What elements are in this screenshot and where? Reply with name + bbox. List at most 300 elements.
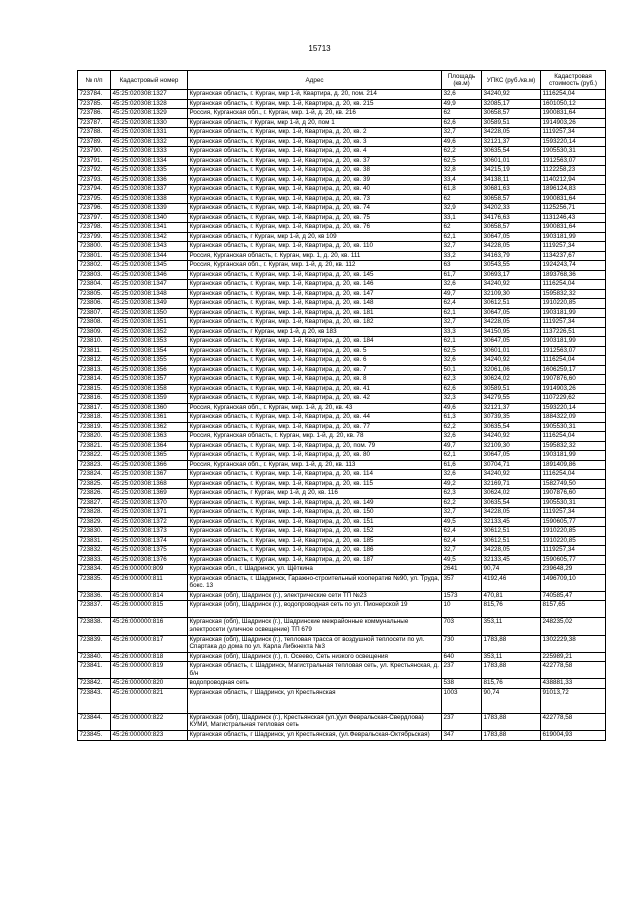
cadastral-value-cell: 1119257,34 <box>541 242 606 252</box>
address-cell: Курганская область, г. Курган, мкр. 1-й, Квартира, д. 20, кв. 149 <box>188 498 442 508</box>
address-cell: Курганская область, г. Курган, мкр. 1-й, Квартира, д. 20, кв. 187 <box>188 555 442 565</box>
upks-cell: 470,81 <box>482 591 541 601</box>
cadastral-number-cell: 45:25:020308:1336 <box>111 175 188 185</box>
row-index-cell: 723824. <box>78 470 111 480</box>
row-index-cell: 723804. <box>78 280 111 290</box>
cadastral-value-cell: 1595832,32 <box>541 441 606 451</box>
column-header-upks: УПКС (руб./кв.м) <box>482 71 541 90</box>
address-cell: Курганская область, г. Курган, мкр. 1-й, Квартира, д. 20, кв. 145 <box>188 270 442 280</box>
cadastral-number-cell: 45:25:020308:1373 <box>111 527 188 537</box>
cadastral-value-cell: 1593220,14 <box>541 137 606 147</box>
table-row <box>78 365 606 375</box>
area-cell: 32,6 <box>442 356 482 366</box>
address-cell: Курганская область, г. Курган, мкр. 1-й, Квартира, д. 20, кв. 215 <box>188 99 442 109</box>
cadastral-number-cell: 45:25:020308:1360 <box>111 403 188 413</box>
address-cell: Курганская область, г. Курган, мкр. 1-й, Квартира, д. 20, кв. 44 <box>188 413 442 423</box>
address-cell: Курганская область, г. Курган, мкр. 1-й, Квартира, д. 20, кв. 185 <box>188 536 442 546</box>
cadastral-value-cell: 1122258,23 <box>541 166 606 176</box>
row-index-cell: 723803. <box>78 270 111 280</box>
area-cell: 61,6 <box>442 460 482 470</box>
table-row <box>78 565 606 575</box>
address-cell: Курганская область, г. Курган, мкр. 1-й, Квартира, д. 20, кв. 76 <box>188 223 442 233</box>
upks-cell: 30635,54 <box>482 147 541 157</box>
upks-cell: 34240,92 <box>482 356 541 366</box>
cadastral-value-cell: 1116254,04 <box>541 432 606 442</box>
area-cell: 62,2 <box>442 422 482 432</box>
address-cell: Курганская область, г Шадринск, ул Крестьянская <box>188 688 442 713</box>
address-cell: Курганская область, г Курган, мкр 1-й, д 20, пом 1 <box>188 118 442 128</box>
cadastral-number-cell: 45:25:020308:1357 <box>111 375 188 385</box>
upks-cell: 34228,05 <box>482 508 541 518</box>
upks-cell: 34163,79 <box>482 251 541 261</box>
address-cell: Курганская область, г. Курган, мкр. 1-й, Квартира, д. 20, кв. 5 <box>188 346 442 356</box>
address-cell: Курганская область, г Курган, мкр 1-й, д 20, кв 109 <box>188 232 442 242</box>
row-index-cell: 723787. <box>78 118 111 128</box>
address-cell: Курганская (обл), Шадринск (г.), водопроводная сеть по ул. Пионерской 19 <box>188 601 442 618</box>
upks-cell: 30658,57 <box>482 109 541 119</box>
page-number: 15713 <box>308 44 331 53</box>
table-row <box>78 422 606 432</box>
upks-cell: 32109,30 <box>482 441 541 451</box>
cadastral-number-cell: 45:25:020308:1341 <box>111 223 188 233</box>
row-index-cell: 723800. <box>78 242 111 252</box>
upks-cell: 30635,54 <box>482 498 541 508</box>
row-index-cell: 723842. <box>78 679 111 689</box>
area-cell: 237 <box>442 662 482 679</box>
address-cell: Курганская область, г. Курган, мкр. 1-й, Квартира, д. 20, кв. 39 <box>188 175 442 185</box>
row-index-cell: 723792. <box>78 166 111 176</box>
cadastral-value-cell: 1907876,60 <box>541 375 606 385</box>
cadastral-value-cell: 422778,58 <box>541 662 606 679</box>
area-cell: 1573 <box>442 591 482 601</box>
upks-cell: 32121,37 <box>482 137 541 147</box>
area-cell: 62,5 <box>442 346 482 356</box>
area-cell: 62,6 <box>442 384 482 394</box>
area-cell: 32,7 <box>442 242 482 252</box>
cadastral-value-cell: 91013,72 <box>541 688 606 713</box>
area-cell: 49,5 <box>442 517 482 527</box>
upks-cell: 815,76 <box>482 679 541 689</box>
row-index-cell: 723786. <box>78 109 111 119</box>
cadastral-value-cell: 1125256,71 <box>541 204 606 214</box>
area-cell: 62,3 <box>442 489 482 499</box>
cadastral-number-cell: 45:25:020308:1352 <box>111 327 188 337</box>
cadastral-number-cell: 45:25:020308:1366 <box>111 460 188 470</box>
area-cell: 62,2 <box>442 147 482 157</box>
cadastral-value-cell: 1900831,64 <box>541 194 606 204</box>
row-index-cell: 723784. <box>78 90 111 100</box>
area-cell: 61,3 <box>442 413 482 423</box>
upks-cell: 32121,37 <box>482 403 541 413</box>
area-cell: 49,6 <box>442 403 482 413</box>
table-row <box>78 166 606 176</box>
table-row <box>78 479 606 489</box>
cadastral-number-cell: 45:25:020308:1361 <box>111 413 188 423</box>
cadastral-number-cell: 45:25:020308:1358 <box>111 384 188 394</box>
area-cell: 61,8 <box>442 185 482 195</box>
table-row <box>78 574 606 591</box>
table-row <box>78 555 606 565</box>
cadastral-value-cell: 8157,65 <box>541 601 606 618</box>
cadastral-value-cell: 1910220,85 <box>541 536 606 546</box>
upks-cell: 30601,01 <box>482 156 541 166</box>
cadastral-number-cell: 45:25:020308:1335 <box>111 166 188 176</box>
cadastral-value-cell: 1896124,83 <box>541 185 606 195</box>
cadastral-value-cell: 1891409,86 <box>541 460 606 470</box>
row-index-cell: 723791. <box>78 156 111 166</box>
cadastral-number-cell: 45:25:020308:1365 <box>111 451 188 461</box>
table-row <box>78 441 606 451</box>
table-row <box>78 601 606 618</box>
cadastral-value-cell: 1116254,04 <box>541 90 606 100</box>
cadastral-number-cell: 45:25:020308:1338 <box>111 194 188 204</box>
table-row <box>78 652 606 662</box>
upks-cell: 34138,11 <box>482 175 541 185</box>
area-cell: 347 <box>442 731 482 741</box>
table-row <box>78 213 606 223</box>
table-row <box>78 394 606 404</box>
upks-cell: 34279,55 <box>482 394 541 404</box>
row-index-cell: 723820. <box>78 432 111 442</box>
table-row <box>78 591 606 601</box>
table-row <box>78 470 606 480</box>
row-index-cell: 723828. <box>78 508 111 518</box>
upks-cell: 30647,05 <box>482 308 541 318</box>
table-row <box>78 299 606 309</box>
table-row <box>78 413 606 423</box>
address-cell: Курганская область, г. Курган, мкр. 1-й, Квартира, д. 20, кв. 77 <box>188 422 442 432</box>
cadastral-value-cell: 1116254,04 <box>541 470 606 480</box>
address-cell: Курганская область, г. Курган, мкр 1-й, Квартира, д. 20, пом. 214 <box>188 90 442 100</box>
upks-cell: 34240,92 <box>482 470 541 480</box>
address-cell: Курганская область, г. Курган, мкр. 1-й, Квартира, д. 20, кв. 186 <box>188 546 442 556</box>
area-cell: 640 <box>442 652 482 662</box>
address-cell: Россия, Курганская обл., г. Курган, мкр. 1-й, д. 20, кв. 43 <box>188 403 442 413</box>
cadastral-number-cell: 45:25:020308:1363 <box>111 432 188 442</box>
upks-cell: 32133,45 <box>482 517 541 527</box>
address-cell: Курганская область, г. Курган, мкр. 1-й, Квартира, д. 20, пом. 79 <box>188 441 442 451</box>
address-cell: Курганская область, г Шадринск, ул Крестьянская, (ул.Февральская-Октябрьская) <box>188 731 442 741</box>
cadastral-number-cell: 45:25:020308:1372 <box>111 517 188 527</box>
area-cell: 32,6 <box>442 280 482 290</box>
cadastral-value-cell: 1903181,99 <box>541 337 606 347</box>
cadastral-value-cell: 1116254,04 <box>541 280 606 290</box>
upks-cell: 30704,71 <box>482 460 541 470</box>
address-cell: Курганская область, г. Курган, мкр. 1-й, Квартира, д. 20, кв. 182 <box>188 318 442 328</box>
column-header-index: № п/п <box>78 71 111 90</box>
table-row <box>78 635 606 652</box>
upks-cell: 34215,19 <box>482 166 541 176</box>
row-index-cell: 723826. <box>78 489 111 499</box>
address-cell: Курганская область, г. Курган, мкр. 1-й, Квартира, д. 20, кв. 110 <box>188 242 442 252</box>
address-cell: Курганская (обл), Шадринск (г.), п. Осеево, Сеть низкого освещения <box>188 652 442 662</box>
address-cell: водопроводная сеть <box>188 679 442 689</box>
row-index-cell: 723817. <box>78 403 111 413</box>
area-cell: 62,5 <box>442 156 482 166</box>
cadastral-value-cell: 1593220,14 <box>541 403 606 413</box>
address-cell: Курганская (обл), Шадринск (г.), Шадринские межрайонные коммунальные электросети (уличное освещение) ТП 679 <box>188 618 442 635</box>
row-index-cell: 723797. <box>78 213 111 223</box>
row-index-cell: 723836. <box>78 591 111 601</box>
cadastral-value-cell: 1903181,99 <box>541 308 606 318</box>
cadastral-value-cell: 1905530,31 <box>541 422 606 432</box>
cadastral-number-cell: 45:26:000000:814 <box>111 591 188 601</box>
table-row <box>78 99 606 109</box>
row-index-cell: 723844. <box>78 713 111 730</box>
area-cell: 62,4 <box>442 536 482 546</box>
table-row <box>78 375 606 385</box>
cadastral-value-cell: 740585,47 <box>541 591 606 601</box>
cadastral-number-cell: 45:25:020308:1343 <box>111 242 188 252</box>
cadastral-value-cell: 1912563,07 <box>541 156 606 166</box>
upks-cell: 32109,30 <box>482 289 541 299</box>
cadastral-number-cell: 45:26:000000:815 <box>111 601 188 618</box>
table-row <box>78 251 606 261</box>
row-index-cell: 723807. <box>78 308 111 318</box>
table-row <box>78 194 606 204</box>
table-row <box>78 618 606 635</box>
cadastral-number-cell: 45:25:020308:1367 <box>111 470 188 480</box>
table-row <box>78 517 606 527</box>
cadastral-value-cell: 1107229,62 <box>541 394 606 404</box>
area-cell: 33,1 <box>442 213 482 223</box>
area-cell: 357 <box>442 574 482 591</box>
table-row <box>78 232 606 242</box>
cadastral-number-cell: 45:26:000000:823 <box>111 731 188 741</box>
area-cell: 49,7 <box>442 441 482 451</box>
upks-cell: 32169,71 <box>482 479 541 489</box>
table-row <box>78 185 606 195</box>
area-cell: 2641 <box>442 565 482 575</box>
cadastral-number-cell: 45:25:020308:1351 <box>111 318 188 328</box>
row-index-cell: 723834. <box>78 565 111 575</box>
row-index-cell: 723795. <box>78 194 111 204</box>
address-cell: Курганская область, г. Курган, мкр. 1-й, Квартира, д. 20, кв. 38 <box>188 166 442 176</box>
cadastral-value-cell: 1900831,64 <box>541 223 606 233</box>
table-row <box>78 679 606 689</box>
column-header-address: Адрес <box>188 71 442 90</box>
cadastral-value-cell: 1924243,74 <box>541 261 606 271</box>
row-index-cell: 723831. <box>78 536 111 546</box>
cadastral-value-cell: 1910220,85 <box>541 527 606 537</box>
row-index-cell: 723821. <box>78 441 111 451</box>
row-index-cell: 723806. <box>78 299 111 309</box>
address-cell: Курганская область, г. Курган, мкр. 1-й, Квартира, д. 20, кв. 148 <box>188 299 442 309</box>
upks-cell: 30647,05 <box>482 451 541 461</box>
address-cell: Курганская область, г. Курган, мкр. 1-й, Квартира, д. 20, кв. 4 <box>188 147 442 157</box>
row-index-cell: 723818. <box>78 413 111 423</box>
row-index-cell: 723835. <box>78 574 111 591</box>
table-row <box>78 489 606 499</box>
row-index-cell: 723838. <box>78 618 111 635</box>
table-row <box>78 688 606 713</box>
cadastral-value-cell: 1119257,34 <box>541 128 606 138</box>
cadastral-number-cell: 45:25:020308:1375 <box>111 546 188 556</box>
upks-cell: 30647,05 <box>482 232 541 242</box>
area-cell: 62 <box>442 223 482 233</box>
cadastral-number-cell: 45:25:020308:1350 <box>111 308 188 318</box>
cadastral-value-cell: 1903181,99 <box>541 451 606 461</box>
area-cell: 32,7 <box>442 128 482 138</box>
cadastral-value-cell: 1582749,50 <box>541 479 606 489</box>
upks-cell: 30612,51 <box>482 299 541 309</box>
area-cell: 32,6 <box>442 90 482 100</box>
row-index-cell: 723829. <box>78 517 111 527</box>
row-index-cell: 723837. <box>78 601 111 618</box>
row-index-cell: 723816. <box>78 394 111 404</box>
area-cell: 49,2 <box>442 479 482 489</box>
address-cell: Курганская область, г. Шадринск, Гаражно-строительный кооператив №90, ул. Труда, бокс. 13 <box>188 574 442 591</box>
upks-cell: 34228,05 <box>482 318 541 328</box>
row-index-cell: 723805. <box>78 289 111 299</box>
upks-cell: 30681,63 <box>482 185 541 195</box>
cadastral-number-cell: 45:26:000000:809 <box>111 565 188 575</box>
cadastral-number-cell: 45:25:020308:1371 <box>111 508 188 518</box>
area-cell: 49,5 <box>442 555 482 565</box>
table-row <box>78 527 606 537</box>
cadastral-value-cell: 1116254,04 <box>541 356 606 366</box>
upks-cell: 34202,33 <box>482 204 541 214</box>
row-index-cell: 723812. <box>78 356 111 366</box>
table-row <box>78 118 606 128</box>
cadastral-value-cell: 1910220,85 <box>541 299 606 309</box>
area-cell: 32,6 <box>442 470 482 480</box>
area-cell: 10 <box>442 601 482 618</box>
upks-cell: 1783,88 <box>482 662 541 679</box>
cadastral-number-cell: 45:25:020308:1334 <box>111 156 188 166</box>
table-row <box>78 137 606 147</box>
cadastral-number-cell: 45:25:020308:1348 <box>111 289 188 299</box>
cadastral-number-cell: 45:25:020308:1362 <box>111 422 188 432</box>
cadastral-number-cell: 45:26:000000:811 <box>111 574 188 591</box>
address-cell: Курганская область, г. Шадринск, Магистральная тепловая сеть, ул. Крестьянская, д. б/н <box>188 662 442 679</box>
upks-cell: 32061,06 <box>482 365 541 375</box>
cadastral-value-cell: 1914903,26 <box>541 118 606 128</box>
upks-cell: 34176,63 <box>482 213 541 223</box>
area-cell: 50,1 <box>442 365 482 375</box>
table-body <box>78 90 606 741</box>
table-row <box>78 318 606 328</box>
row-index-cell: 723841. <box>78 662 111 679</box>
row-index-cell: 723801. <box>78 251 111 261</box>
row-index-cell: 723788. <box>78 128 111 138</box>
cadastral-value-cell: 1140212,94 <box>541 175 606 185</box>
area-cell: 61,7 <box>442 270 482 280</box>
area-cell: 33,2 <box>442 251 482 261</box>
column-header-area: Площадь (кв.м) <box>442 71 482 90</box>
address-cell: Россия, Курганская область, г. Курган, мкр. 1, д. 20, кв. 111 <box>188 251 442 261</box>
cadastral-value-cell: 1905530,31 <box>541 147 606 157</box>
area-cell: 62 <box>442 194 482 204</box>
cadastral-value-cell: 1131246,43 <box>541 213 606 223</box>
area-cell: 62,1 <box>442 308 482 318</box>
cadastral-value-cell: 1914903,26 <box>541 384 606 394</box>
column-header-cadastral-number: Кадастровый номер <box>111 71 188 90</box>
upks-cell: 30658,57 <box>482 223 541 233</box>
cadastral-value-cell: 1590605,77 <box>541 555 606 565</box>
cadastral-number-cell: 45:25:020308:1347 <box>111 280 188 290</box>
table-row <box>78 536 606 546</box>
address-cell: Курганская область, г. Курган, мкр. 1-й, Квартира, д. 20, кв. 150 <box>188 508 442 518</box>
table-row <box>78 223 606 233</box>
cadastral-value-cell: 1119257,34 <box>541 318 606 328</box>
address-cell: Курганская область, г. Курган, мкр. 1-й, Квартира, д. 20, кв. 146 <box>188 280 442 290</box>
cadastral-value-cell: 1903181,99 <box>541 232 606 242</box>
cadastral-number-cell: 45:25:020308:1376 <box>111 555 188 565</box>
cadastral-number-cell: 45:25:020308:1340 <box>111 213 188 223</box>
table-row <box>78 384 606 394</box>
cadastral-value-cell: 1496709,10 <box>541 574 606 591</box>
row-index-cell: 723796. <box>78 204 111 214</box>
upks-cell: 30624,02 <box>482 375 541 385</box>
row-index-cell: 723799. <box>78 232 111 242</box>
cadastral-value-cell: 1134237,67 <box>541 251 606 261</box>
cadastral-number-cell: 45:25:020308:1356 <box>111 365 188 375</box>
cadastral-value-cell: 422778,58 <box>541 713 606 730</box>
table-row <box>78 175 606 185</box>
upks-cell: 30647,05 <box>482 337 541 347</box>
address-cell: Курганская область, г. Курган, мкр. 1-й, Квартира, д. 20, кв. 40 <box>188 185 442 195</box>
upks-cell: 34228,05 <box>482 242 541 252</box>
row-index-cell: 723790. <box>78 147 111 157</box>
column-header-cadastral-value: Кадастровая стоимость (руб.) <box>541 71 606 90</box>
cadastral-number-cell: 45:25:020308:1331 <box>111 128 188 138</box>
row-index-cell: 723819. <box>78 422 111 432</box>
cadastral-number-cell: 45:25:020308:1345 <box>111 261 188 271</box>
table-row <box>78 156 606 166</box>
upks-cell: 1783,88 <box>482 731 541 741</box>
area-cell: 33,3 <box>442 327 482 337</box>
upks-cell: 34240,92 <box>482 432 541 442</box>
address-cell: Курганская область, г. Курган, мкр. 1-й, Квартира, д. 20, кв. 8 <box>188 375 442 385</box>
cadastral-number-cell: 45:25:020308:1359 <box>111 394 188 404</box>
upks-cell: 30658,57 <box>482 194 541 204</box>
upks-cell: 30739,35 <box>482 413 541 423</box>
address-cell: Курганская область, г. Курган, мкр. 1-й, Квартира, д. 20, кв. 181 <box>188 308 442 318</box>
cadastral-value-cell: 1595832,32 <box>541 289 606 299</box>
area-cell: 49,9 <box>442 99 482 109</box>
cadastral-number-cell: 45:25:020308:1354 <box>111 346 188 356</box>
table-row <box>78 242 606 252</box>
upks-cell: 30589,51 <box>482 118 541 128</box>
cadastral-number-cell: 45:25:020308:1339 <box>111 204 188 214</box>
table-header-row <box>78 71 606 90</box>
upks-cell: 30612,51 <box>482 536 541 546</box>
table-row <box>78 460 606 470</box>
row-index-cell: 723823. <box>78 460 111 470</box>
cadastral-number-cell: 45:25:020308:1327 <box>111 90 188 100</box>
cadastral-value-cell: 1601050,12 <box>541 99 606 109</box>
cadastral-number-cell: 45:25:020308:1330 <box>111 118 188 128</box>
row-index-cell: 723809. <box>78 327 111 337</box>
area-cell: 62,1 <box>442 232 482 242</box>
table-row <box>78 508 606 518</box>
area-cell: 730 <box>442 635 482 652</box>
row-index-cell: 723813. <box>78 365 111 375</box>
upks-cell: 1783,88 <box>482 635 541 652</box>
upks-cell: 32133,45 <box>482 555 541 565</box>
cadastral-value-cell: 1912563,07 <box>541 346 606 356</box>
address-cell: Курганская область, г. Курган, мкр. 1-й, Квартира, д. 20, кв. 6 <box>188 356 442 366</box>
area-cell: 62 <box>442 109 482 119</box>
row-index-cell: 723798. <box>78 223 111 233</box>
cadastral-value-cell: 438881,33 <box>541 679 606 689</box>
table-row <box>78 451 606 461</box>
area-cell: 62,4 <box>442 527 482 537</box>
upks-cell: 30635,54 <box>482 422 541 432</box>
row-index-cell: 723839. <box>78 635 111 652</box>
table-row <box>78 289 606 299</box>
